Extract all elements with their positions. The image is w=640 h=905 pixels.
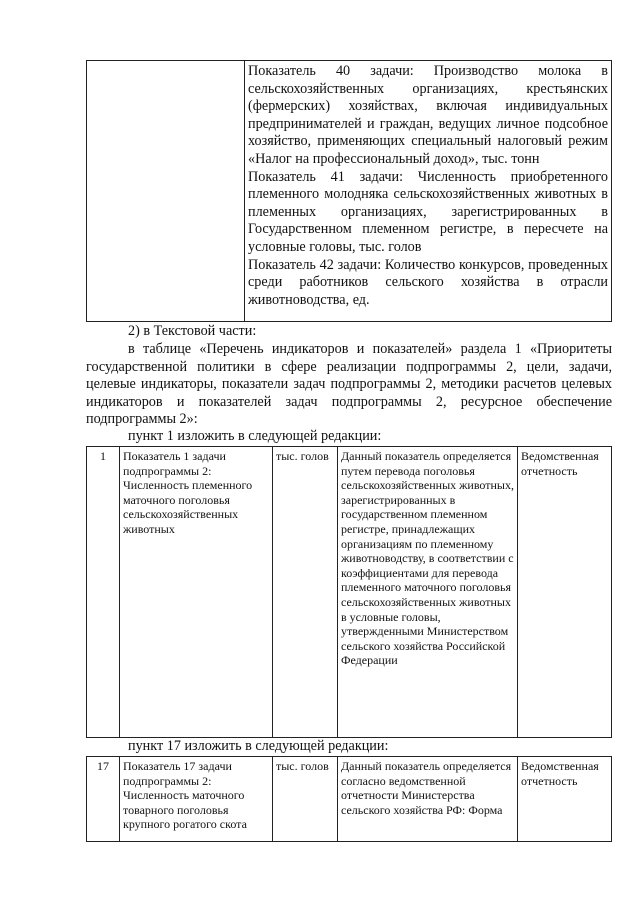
indicator-42: Показатель 42 задачи: Количество конкурсов, проведенных среди работников сельского хозяйства в отрасли животноводства, ед. [248, 256, 608, 308]
row1-table [86, 446, 612, 738]
indicator-41: Показатель 41 задачи: Численность приобретенного племенного молодняка сельскохозяйственных животных в племенных организациях, зарегистрированных в Государственном племенном регистре, в пересчете на условные головы, тыс. голов [248, 168, 608, 255]
row17-name: Показатель 17 задачи подпрограммы 2: Численность маточного товарного поголовья крупного рогатого скота [120, 757, 273, 841]
row17-number: 17 [87, 757, 120, 841]
row17-table [86, 756, 612, 842]
empty-cell [87, 61, 245, 321]
section2-text: в таблице «Перечень индикаторов и показателей» раздела 1 «Приоритеты государственной политики в сфере реализации подпрограммы 2, цели, задачи, целевые индикаторы, показатели задач подпрограммы 2, методики расчетов целевых индикаторов и показателей задач подпрограммы 2, ресурсное обеспечение подпрограммы 2»: [86, 341, 612, 428]
row17-source: Ведомственная отчетность [521, 759, 599, 788]
row1-name: Показатель 1 задачи подпрограммы 2: Численность племенного маточного поголовья сельскохозяйственных животных [120, 447, 273, 737]
row1-source: Ведомственная отчетность [521, 449, 599, 478]
row1-method: Данный показатель определяется путем перевода поголовья сельскохозяйственных животных, зарегистрированных в государственном племенном регистре, принадлежащих организациям по племенному животноводству, в соответствии с коэффициентами для перевода племенного маточного поголовья сельскохозяйственных животных в условные головы, утвержденными Министерством сельского хозяйства Российской Федерации [338, 447, 518, 737]
indicators-cell [245, 61, 611, 321]
indicator-40: Показатель 40 задачи: Производство молока в сельскохозяйственных организациях, крестьянских (фермерских) хозяйствах, включая индивидуальных предпринимателей и граждан, ведущих личное подсобное хозяйство, применяющих специальный налоговый режим «Налог на профессиональный доход», тыс. тонн [248, 63, 608, 167]
row1-number: 1 [87, 447, 120, 737]
item17-heading: пункт 17 изложить в следующей редакции: [128, 738, 389, 754]
indicators-table-continuation [86, 60, 612, 322]
section2-heading: 2) в Текстовой части: [128, 323, 257, 339]
row17-unit: тыс. голов [273, 757, 338, 841]
row17-method: Данный показатель определяется согласно ведомственной отчетности Министерства сельского хозяйства РФ: Форма [338, 757, 518, 841]
item1-heading: пункт 1 изложить в следующей редакции: [128, 428, 382, 444]
row1-unit: тыс. голов [273, 447, 338, 737]
